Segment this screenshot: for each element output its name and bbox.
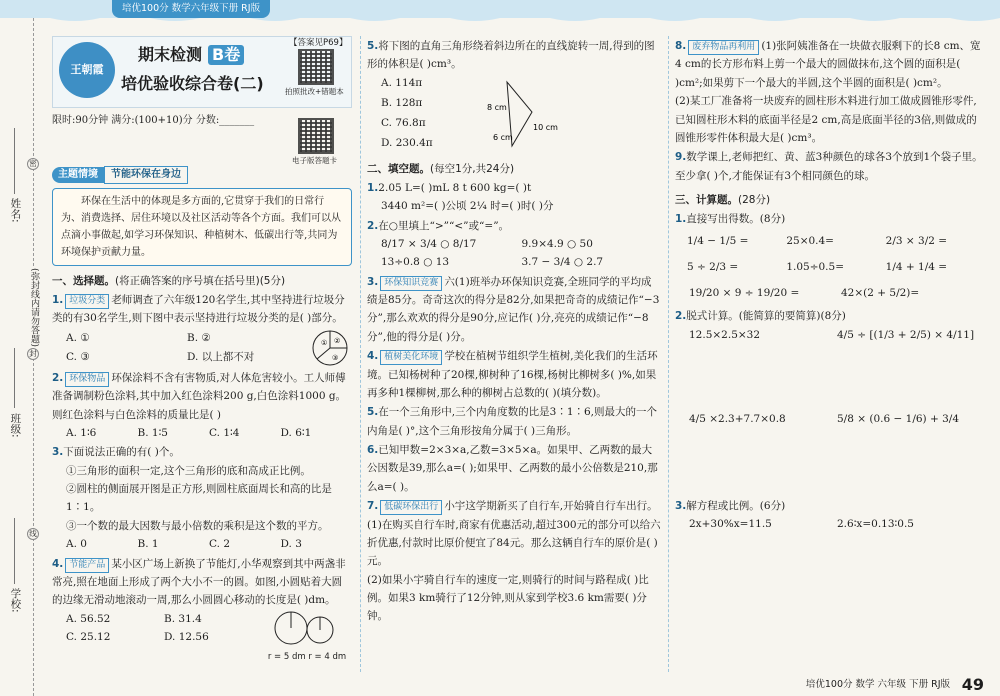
option-d[interactable]: D. 230.4π	[381, 136, 433, 149]
theme-text: 环保在生活中的体现是多方面的,它贯穿于我们的日常行为、消费选择、居住环境以及社区活动等各个方面。我们可以从点滴小事做起,如学习环保知识、种植树木、低碳出行等,共同为环境保护贡献力量。	[52, 188, 352, 266]
question-text: 脱式计算。(能简算的要简算)(8分)	[686, 310, 846, 323]
section-1-note: (将正确答案的序号填在括号里)(5分)	[115, 275, 286, 287]
options	[367, 74, 487, 154]
oral-item-4[interactable]: 5 ÷ 2/3 =	[687, 261, 739, 274]
title-line-1	[138, 45, 244, 65]
brand-logo: 王朝霞	[59, 42, 115, 98]
question-2-6	[367, 441, 662, 496]
label-8cm: 8 cm	[487, 102, 507, 112]
column-divider-2	[668, 36, 669, 672]
equation-2[interactable]: 2.6∶x=0.13∶0.5	[837, 518, 914, 531]
section-2-title	[367, 160, 662, 178]
question-2-7	[367, 497, 662, 626]
oral-item-2[interactable]: 25×0.4=	[786, 235, 834, 248]
subquestion-2: (2)如果小宇骑自行车的速度一定,则骑行的时间与路程成( )比例。如果3 km骑行了12分钟,则从家到学校3.6 km需要( )分钟。	[367, 573, 649, 623]
oral-item-5[interactable]: 1.05÷0.5=	[786, 261, 845, 274]
binding-margin	[0, 18, 48, 696]
question-text: 小宇这学期新买了自行车,开始骑自行车出行。	[444, 500, 658, 513]
option-b[interactable]: B. 31.4	[164, 612, 202, 625]
statement-2: ②圆柱的侧面展开图是正方形,则圆柱底面周长和高的比是1∶1。	[66, 483, 332, 514]
question-text: 某小区广场上新换了节能灯,小华观察到其中两盏非常亮,照在地面上形成了两个大小不一的圆。如图,小圆贴着大圆的边缘无滑动地滚动一周,那么小圆圆心移动的长度是( )dm。	[52, 557, 346, 607]
name-label: 姓名:	[9, 198, 22, 223]
question-number: 7.	[367, 500, 379, 513]
question-text: 在一个三角形中,三个内角度数的比是3∶1∶6,则最大的一个内角是( )°,这个三角形按角分属于( )三角形。	[367, 406, 658, 437]
question-2-8	[675, 37, 985, 147]
option-b[interactable]: B. 1	[137, 538, 159, 551]
option-b[interactable]: B. ②	[187, 332, 211, 345]
school-label: 学校:	[9, 588, 22, 613]
question-number: 2.	[52, 371, 64, 384]
option-a[interactable]: A. 114π	[381, 76, 423, 89]
question-number: 5.	[367, 406, 379, 419]
question-text: 在○里填上“>”“<”或“=”。	[378, 219, 510, 232]
question-number: 2.	[675, 310, 687, 323]
question-text: 六(1)班举办环保知识竞赛,全班同学的平均成绩是85分。奇奇这次的得分是82分,如果把奇奇的成绩记作“−3分”,那么欢欢的得分是90分,应记作( )分,亮亮的成绩记作“−8分”,他的得分是( )分。	[367, 275, 660, 343]
question-1-2	[52, 369, 352, 443]
oral-items-last	[675, 280, 985, 306]
question-number: 3.	[367, 275, 379, 288]
subquestion-1: (1)张阿姨准备在一块做衣服剩下的长8 cm、宽4 cm的长方形布料上剪一个最大的圆做抹布,这个圆的面积是( )cm²;如果剪下一个最大的半圆,这个半圆的面积是( )cm²。	[675, 40, 981, 89]
option-b[interactable]: B. 128π	[381, 96, 423, 109]
compare-items	[367, 235, 662, 272]
question-2-9	[675, 148, 985, 185]
calc-item-1[interactable]: 12.5×2.5×32	[689, 328, 761, 341]
seal-dot-3: 线	[27, 528, 39, 540]
equation-1[interactable]: 2x+30%x=11.5	[689, 518, 772, 531]
qr-caption-answer-sheet: 电子版答题卡	[292, 156, 337, 165]
options	[52, 329, 308, 366]
label-6cm: 6 cm	[493, 132, 513, 142]
section-2-heading: 二、填空题。	[367, 162, 430, 175]
title-line-2: 培优验收综合卷(二)	[121, 74, 264, 93]
section-1-title	[52, 272, 352, 290]
compare-item-1[interactable]: 8/17 × 3/4 ○ 8/17	[381, 237, 477, 250]
question-text: 直接写出得数。(8分)	[686, 213, 786, 225]
qr-caption-grading: 拍照批改+错题本	[285, 87, 344, 96]
option-c[interactable]: C. 25.12	[66, 631, 111, 643]
question-2-1	[367, 179, 662, 216]
compare-item-3[interactable]: 13÷0.8 ○ 13	[381, 256, 450, 269]
question-2-4	[367, 347, 662, 402]
question-text: 老师调查了六年级120名学生,其中坚持进行垃圾分类的有30名学生,则下图中表示坚持进行垃圾分类的是( )部分。	[52, 294, 345, 325]
question-text: 将下图的直角三角形绕着斜边所在的直线旋转一周,得到的图形的体积是( )cm³。	[367, 40, 655, 71]
question-tag: 环保物品	[65, 372, 109, 387]
question-1-3	[52, 443, 352, 553]
page-number: 49	[961, 675, 984, 694]
theme-header	[52, 166, 352, 184]
page-footer: 培优100分 数学 六年级 下册 RJ版	[805, 679, 950, 690]
question-number: 5.	[367, 40, 379, 52]
question-1-5	[367, 37, 662, 154]
option-d[interactable]: D. 6∶1	[280, 426, 312, 439]
name-write-line	[14, 128, 15, 194]
question-number: 4.	[367, 350, 379, 363]
option-a[interactable]: A. ①	[66, 332, 90, 345]
question-3-1	[675, 210, 985, 306]
section-1-heading: 一、选择题。	[52, 275, 115, 287]
question-number: 9.	[675, 151, 687, 164]
question-text: 数学课上,老师把红、黄、蓝3种颜色的球各3个放到1个袋子里。至少拿( )个,才能保证有3个相同颜色的球。	[675, 151, 983, 182]
calc-items-row-2	[675, 410, 985, 496]
oral-item-3[interactable]: 2/3 × 3/2 =	[885, 235, 948, 248]
svg-text:①: ①	[321, 338, 328, 347]
question-2-3	[367, 273, 662, 347]
option-c[interactable]: C. 2	[209, 538, 231, 551]
question-number: 3.	[675, 499, 687, 512]
exam-meta: 限时:90分钟 满分:(100+10)分 分数:_______	[52, 115, 255, 126]
column-middle	[367, 36, 662, 626]
column-divider-1	[360, 36, 361, 672]
option-c[interactable]: C. ③	[66, 350, 90, 363]
circles-caption: r = 5 dm r = 4 dm	[267, 652, 347, 662]
oral-item-8[interactable]: 42×(2 + 5/2)=	[841, 287, 920, 300]
svg-text:②: ②	[334, 336, 341, 345]
statement-3: ③一个数的最大因数与最小倍数的乘积是这个数的平方。	[66, 519, 329, 532]
oral-items	[675, 228, 985, 280]
question-number: 2.	[367, 219, 379, 232]
question-tag: 废弃物品再利用	[688, 40, 759, 55]
question-1-4	[52, 555, 352, 664]
option-a[interactable]: A. 56.52	[66, 612, 111, 625]
options	[52, 535, 352, 553]
calc-item-3[interactable]: 4/5 ×2.3+7.7×0.8	[689, 412, 786, 425]
question-line-2: 3440 m²=( )公顷 2¼ 时=( )时( )分	[381, 200, 554, 213]
oral-item-7[interactable]: 19/20 × 9 ÷ 19/20 =	[689, 287, 800, 300]
header-tag: 培优100分 数学六年级下册 RJ版	[112, 0, 270, 18]
seal-note: (弥封线内请勿答题)	[29, 268, 39, 348]
question-number: 1.	[52, 294, 64, 306]
column-right	[675, 36, 985, 534]
section-3-title	[675, 191, 985, 209]
title-badge: B卷	[208, 45, 244, 65]
qr-code-grading[interactable]	[298, 49, 334, 85]
option-c[interactable]: C. 1∶4	[209, 426, 240, 439]
option-b[interactable]: B. 1∶5	[137, 426, 168, 439]
question-1-1	[52, 291, 352, 368]
calc-item-2[interactable]: 4/5 ÷ [(1/3 + 2/5) × 4/11]	[837, 328, 975, 341]
section-3-heading: 三、计算题。	[675, 194, 738, 206]
option-d[interactable]: D. 以上都不对	[187, 350, 255, 363]
question-number: 4.	[52, 557, 64, 570]
compare-item-4[interactable]: 3.7 − 3/4 ○ 2.7	[521, 256, 604, 269]
calc-items-row-1	[675, 326, 985, 410]
question-number: 1.	[675, 213, 687, 225]
svg-text:③: ③	[332, 353, 339, 362]
question-2-2	[367, 217, 662, 272]
title-box	[52, 36, 352, 108]
question-text: 学校在植树节组织学生植树,美化我们的生活环境。已知杨树种了20棵,柳树种了16棵,杨树比柳树多( )%,如果再多种1棵柳树,那么种的柳树占总数的( )(填分数)。	[367, 350, 658, 399]
question-3-2	[675, 307, 985, 495]
qr-code-answer-sheet[interactable]	[298, 118, 334, 154]
pie-figure	[308, 328, 352, 368]
question-tag: 环保知识竞赛	[380, 276, 442, 291]
triangle-figure	[487, 74, 587, 154]
calc-item-4[interactable]: 5/8 × (0.6 − 1/6) + 3/4	[837, 412, 960, 425]
option-a[interactable]: A. 1∶6	[66, 426, 97, 439]
question-3-3	[675, 497, 985, 534]
school-write-line	[14, 518, 15, 584]
oral-item-1[interactable]: 1/4 − 1/5 =	[687, 235, 749, 248]
option-c[interactable]: C. 76.8π	[381, 116, 426, 129]
option-d[interactable]: D. 3	[280, 538, 302, 551]
statement-1: ①三角形的面积一定,这个三角形的底和高成正比例。	[66, 464, 311, 477]
question-tag: 垃圾分类	[65, 294, 109, 309]
question-number: 3.	[52, 446, 64, 459]
section-3-note: (28分)	[738, 194, 771, 206]
question-line-1: 2.05 L=( )mL 8 t 600 kg=( )t	[378, 181, 532, 194]
question-tag: 植树美化环境	[380, 350, 442, 365]
compare-item-2[interactable]: 9.9×4.9 ○ 50	[521, 237, 593, 250]
seal-dot-2: 封	[27, 348, 39, 360]
class-label: 班级:	[9, 413, 22, 438]
seal-dot-1: 密	[27, 158, 39, 170]
options	[52, 610, 262, 647]
question-number: 6.	[367, 444, 379, 456]
answer-reference: 【答案见P69】	[289, 38, 348, 48]
question-number: 8.	[675, 40, 687, 52]
equation-items	[675, 515, 985, 533]
question-number: 1.	[367, 181, 379, 194]
question-text: 解方程或比例。(6分)	[686, 499, 786, 512]
theme-tag: 主题情境	[52, 167, 104, 183]
question-text: 环保涂料不含有害物质,对人体危害较小。工人师傅准备调制粉色涂料,其中加入红色涂料200 g,白色涂料1000 g。则红色涂料与白色涂料的质量比是( )	[52, 371, 347, 421]
question-2-5	[367, 403, 662, 440]
option-a[interactable]: A. 0	[66, 538, 87, 551]
options	[52, 424, 352, 442]
two-circles	[267, 610, 347, 646]
class-write-line	[14, 348, 15, 408]
theme-topic: 节能环保在身边	[104, 166, 188, 184]
subquestion-1: (1)在购买自行车时,商家有优惠活动,超过300元的部分可以给六折优惠,付款时比原价便宜了84元。那么这辆自行车的原价是( )元。	[367, 518, 661, 568]
circles-figure	[262, 610, 352, 663]
title-exam: 期末检测	[138, 45, 203, 64]
oral-item-6[interactable]: 1/4 + 1/4 =	[885, 261, 948, 274]
question-tag: 低碳环保出行	[380, 500, 442, 515]
question-text: 下面说法正确的有( )个。	[63, 446, 180, 459]
question-tag: 节能产品	[65, 558, 109, 573]
question-text: 已知甲数=2×3×a,乙数=3×5×a。如果甲、乙两数的最大公因数是39,那么a=( );如果甲、乙两数的最小公倍数是210,那么a=( )。	[367, 444, 658, 493]
option-d[interactable]: D. 12.56	[164, 631, 209, 643]
subquestion-2: (2)某工厂准备将一块废弃的圆柱形木料进行加工做成圆锥形零件,已知圆柱形木料的底面半径是2 cm,高是底面半径的3倍,则做成的圆锥形零件体积最大是( )cm³。	[675, 95, 977, 144]
label-10cm: 10 cm	[533, 122, 558, 132]
column-left	[52, 36, 352, 663]
section-2-note: (每空1分,共24分)	[430, 162, 515, 175]
